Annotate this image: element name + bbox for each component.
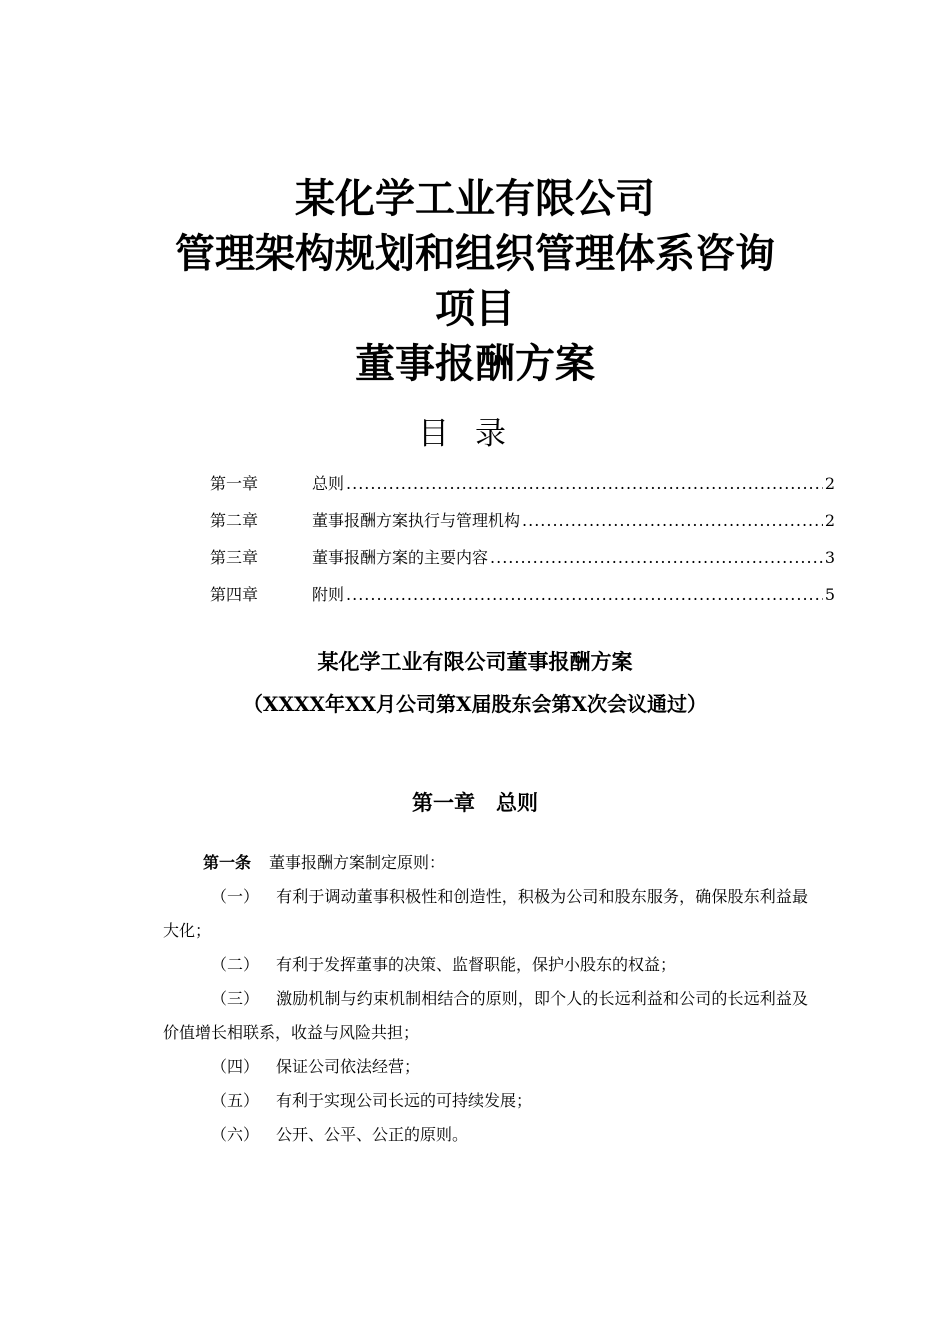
toc-heading: 目录 (418, 416, 532, 452)
list-item (163, 1050, 808, 1084)
cover-title (0, 172, 950, 392)
cover-title-line-company: 某化学工业有限公司 (295, 176, 655, 222)
list-item (163, 880, 808, 948)
list-item-number: （三） (211, 989, 260, 1008)
toc-entry[interactable] (210, 472, 835, 509)
article-text: 董事报酬方案制定原则： (269, 853, 446, 872)
chapter-heading: 第一章 总则 (412, 791, 538, 815)
toc-entry-title: 董事报酬方案的主要内容 (312, 548, 489, 567)
toc-entry-title: 总则 (312, 474, 345, 493)
list-item-text: 激励机制与约束机制相结合的原则，即个人的长远利益和公司的长远利益及价值增长相联系，收益与风险共担； (163, 989, 808, 1042)
toc-entry-chapter: 第二章 (210, 511, 259, 530)
toc-entry-title: 附则 (312, 585, 345, 604)
list-item-number: （一） (211, 887, 260, 906)
list-item-text: 有利于发挥董事的决策、监督职能，保护小股东的权益； (276, 955, 677, 974)
toc-entry-page: 2 (824, 511, 835, 530)
list-item-number: （五） (211, 1091, 260, 1110)
toc-entry-page: 5 (824, 585, 835, 604)
toc-entry-chapter: 第三章 (210, 548, 259, 567)
article-line (163, 846, 808, 880)
list-item (163, 1084, 808, 1118)
toc-dot-leader (346, 583, 823, 607)
list-item (163, 948, 808, 982)
article-label: 第一条 (203, 853, 252, 872)
toc-entry-chapter: 第一章 (210, 474, 259, 493)
cover-title-line-project: 管理架构规划和组织管理体系咨询 (175, 231, 775, 277)
list-item-number: （二） (211, 955, 260, 974)
toc-entry-page: 3 (824, 548, 835, 567)
list-item-text: 公开、公平、公正的原则。 (276, 1125, 469, 1144)
toc-entry[interactable] (210, 546, 835, 583)
cover-title-line-plan: 董事报酬方案 (355, 341, 595, 387)
list-item-text: 有利于调动董事积极性和创造性，积极为公司和股东服务，确保股东利益最大化； (163, 887, 808, 940)
plan-title: 某化学工业有限公司董事报酬方案 (317, 650, 633, 674)
list-item-text: 有利于实现公司长远的可持续发展； (276, 1091, 533, 1110)
toc-entry-chapter: 第四章 (210, 585, 259, 604)
toc-entry-page: 2 (824, 474, 835, 493)
table-of-contents (210, 472, 835, 620)
list-item-number: （四） (211, 1057, 260, 1076)
plan-subtitle: （XXXX年XX月公司第X届股东会第X次会议通过） (242, 692, 708, 716)
toc-dot-leader (490, 546, 823, 570)
toc-entry[interactable] (210, 509, 835, 546)
list-item-text: 保证公司依法经营； (276, 1057, 421, 1076)
list-item (163, 982, 808, 1050)
toc-dot-leader (522, 509, 823, 533)
toc-dot-leader (346, 472, 823, 496)
list-item-number: （六） (211, 1125, 260, 1144)
cover-title-line-project-cont: 项目 (435, 286, 515, 332)
toc-entry[interactable] (210, 583, 835, 620)
list-item (163, 1118, 808, 1152)
toc-entry-title: 董事报酬方案执行与管理机构 (312, 511, 521, 530)
chapter-body (163, 846, 808, 1152)
